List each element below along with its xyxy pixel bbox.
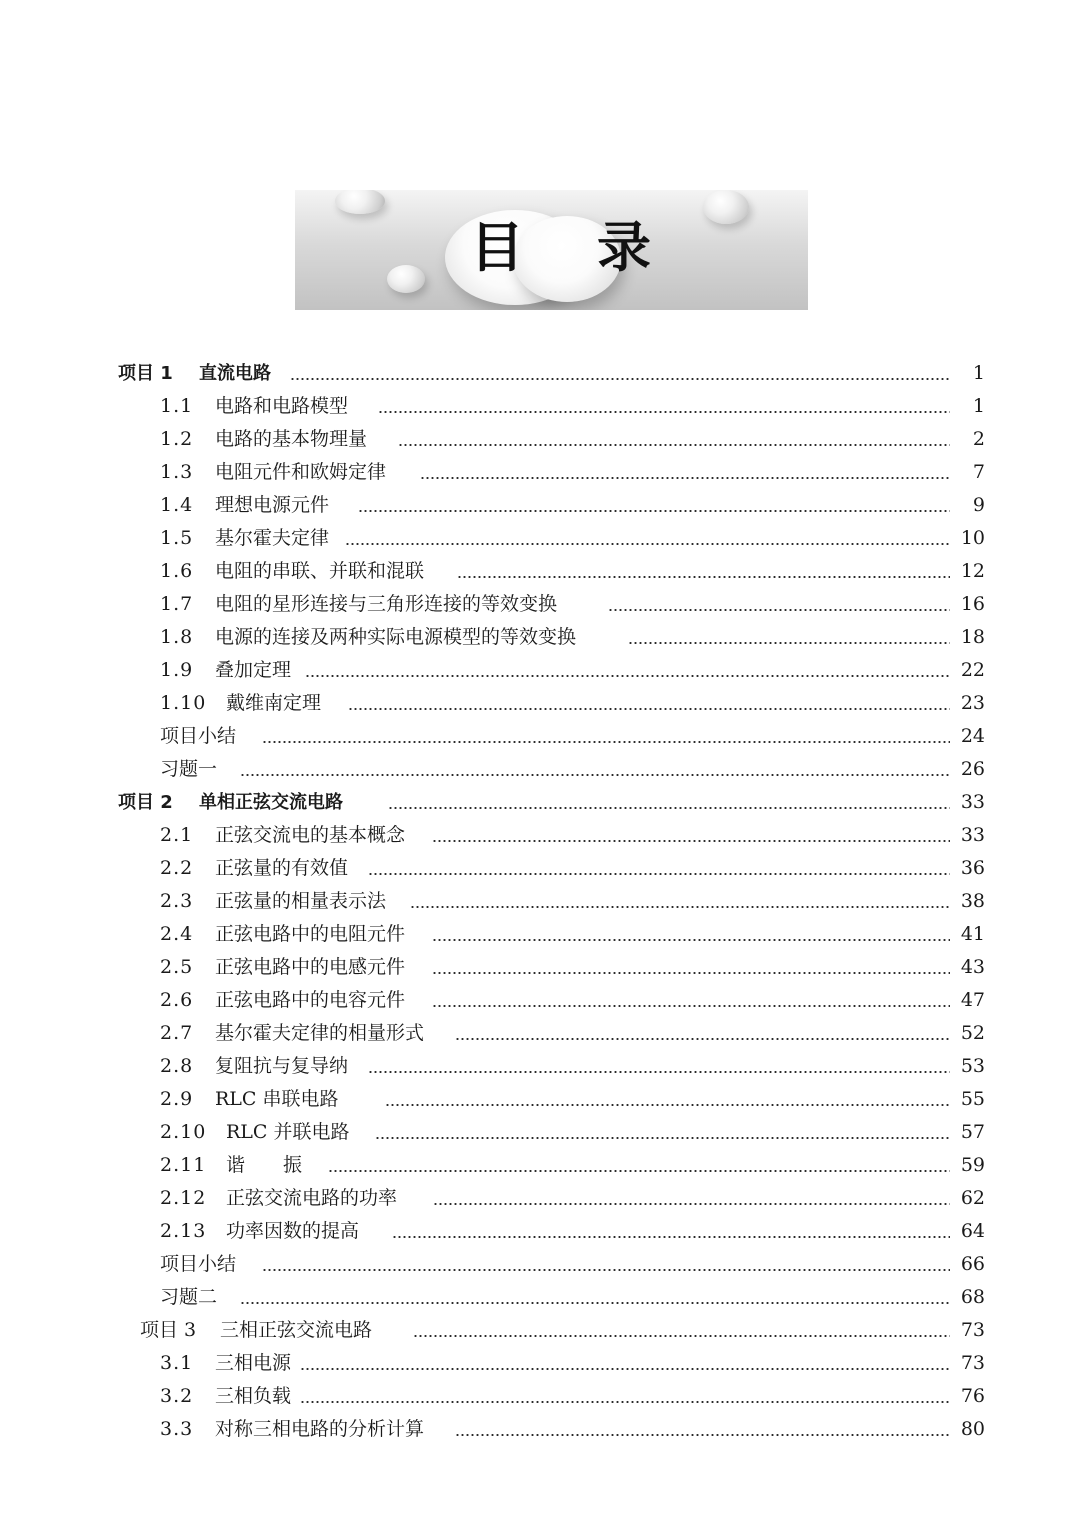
toc-entry-title: 电阻的串联、并联和混联: [215, 560, 425, 582]
toc-entry[interactable]: [0, 852, 1080, 885]
toc-page-number: 47: [960, 989, 985, 1011]
toc-leader-dots: [608, 609, 950, 611]
toc-page-number: 7: [972, 461, 985, 483]
toc-entry-number: 2.1: [160, 824, 194, 846]
toc-leader-dots: [385, 1104, 950, 1106]
toc-page-number: 41: [960, 923, 985, 945]
toc-page-number: 2: [972, 428, 985, 450]
toc-entry-number: 2.8: [160, 1055, 194, 1077]
toc-page-number: 1: [972, 362, 985, 384]
toc-page-number: 57: [960, 1121, 985, 1143]
toc-page-number: 26: [960, 758, 985, 780]
toc-page-number: 43: [960, 956, 985, 978]
toc-page-number: 10: [960, 527, 985, 549]
toc-leader-dots: [392, 1236, 950, 1238]
toc-leader-dots: [455, 1434, 950, 1436]
toc-entry-number: 3.1: [160, 1352, 194, 1374]
toc-leader-dots: [457, 576, 950, 578]
page-title-char-1: 目: [470, 216, 524, 279]
toc-entry[interactable]: [0, 1380, 1080, 1413]
toc-entry[interactable]: [0, 588, 1080, 621]
toc-entry[interactable]: [0, 423, 1080, 456]
toc-entry[interactable]: [0, 1248, 1080, 1281]
toc-page-number: 73: [960, 1319, 985, 1341]
toc-page-number: 53: [960, 1055, 985, 1077]
toc-leader-dots: [240, 1302, 950, 1304]
toc-page-number: 68: [960, 1286, 985, 1308]
toc-entry[interactable]: [0, 1050, 1080, 1083]
toc-page-number: 16: [960, 593, 985, 615]
toc-entry-title: 功率因数的提高: [226, 1220, 360, 1242]
toc-entry-title: 电阻的星形连接与三角形连接的等效变换: [215, 593, 558, 615]
toc-entry-title: 电路的基本物理量: [215, 428, 368, 450]
toc-leader-dots: [413, 1335, 950, 1337]
toc-entry-title: 对称三相电路的分析计算: [215, 1418, 425, 1440]
toc-page-number: 24: [960, 725, 985, 747]
toc-entry-title: 习题一: [160, 758, 218, 780]
toc-entry-title: 叠加定理: [215, 659, 292, 681]
toc-leader-dots: [432, 840, 950, 842]
toc-entry-title: 三相电源: [215, 1352, 292, 1374]
toc-leader-dots: [262, 1269, 950, 1271]
toc-page-number: 23: [960, 692, 985, 714]
toc-entry[interactable]: [0, 1215, 1080, 1248]
toc-entry-title: 三相正弦交流电路: [220, 1319, 373, 1341]
toc-entry-number: 2.3: [160, 890, 194, 912]
toc-leader-dots: [345, 543, 950, 545]
toc-entry-title: 理想电源元件: [215, 494, 330, 516]
toc-entry-title: 正弦电路中的电阻元件: [215, 923, 406, 945]
toc-entry-title: 正弦电路中的电容元件: [215, 989, 406, 1011]
toc-entry-title: 正弦量的有效值: [215, 857, 349, 879]
toc-entry-number: 1.1: [160, 395, 194, 417]
toc-leader-dots: [290, 378, 950, 380]
toc-entry-number: 1.3: [160, 461, 194, 483]
toc-entry-title: 单相正弦交流电路: [199, 792, 343, 813]
title-banner: [295, 190, 808, 310]
toc-leader-dots: [455, 1038, 950, 1040]
toc-entry-title: 项目小结: [160, 725, 237, 747]
toc-page-number: 64: [960, 1220, 985, 1242]
toc-entry[interactable]: [0, 984, 1080, 1017]
toc-entry-title: 项目小结: [160, 1253, 237, 1275]
toc-page-number: 66: [960, 1253, 985, 1275]
toc-entry[interactable]: [0, 390, 1080, 423]
toc-entry-title: 正弦交流电路的功率: [226, 1187, 398, 1209]
toc-entry-number: 2.7: [160, 1022, 194, 1044]
toc-entry[interactable]: [0, 522, 1080, 555]
toc-page-number: 22: [960, 659, 985, 681]
toc-page-number: 73: [960, 1352, 985, 1374]
toc-entry-number: 1.4: [160, 494, 194, 516]
toc-entry-title: RLC 并联电路: [226, 1121, 350, 1143]
toc-entry[interactable]: [0, 1083, 1080, 1116]
toc-leader-dots: [432, 972, 950, 974]
toc-page-number: 59: [960, 1154, 985, 1176]
toc-page-number: 55: [960, 1088, 985, 1110]
table-of-contents: [0, 357, 1080, 1446]
toc-leader-dots: [348, 708, 950, 710]
toc-page-number: 52: [960, 1022, 985, 1044]
toc-entry-title: RLC 串联电路: [215, 1088, 339, 1110]
toc-page-number: 36: [960, 857, 985, 879]
toc-entry-title: 基尔霍夫定律的相量形式: [215, 1022, 425, 1044]
toc-leader-dots: [368, 1071, 950, 1073]
toc-entry-title: 电阻元件和欧姆定律: [215, 461, 387, 483]
toc-leader-dots: [432, 939, 950, 941]
bubble-decoration: [703, 190, 749, 224]
toc-leader-dots: [368, 873, 950, 875]
toc-entry-number: 项目 3: [140, 1319, 197, 1341]
toc-entry-title: 电源的连接及两种实际电源模型的等效变换: [215, 626, 577, 648]
toc-entry[interactable]: [0, 456, 1080, 489]
toc-entry[interactable]: [0, 720, 1080, 753]
toc-entry-number: 2.13: [160, 1220, 207, 1242]
toc-leader-dots: [398, 444, 950, 446]
toc-page-number: 9: [972, 494, 985, 516]
toc-entry-number: 1.5: [160, 527, 194, 549]
bubble-decoration: [387, 265, 425, 293]
toc-entry-title: 复阻抗与复导纳: [215, 1055, 349, 1077]
toc-page-number: 1: [972, 395, 985, 417]
toc-chapter-entry[interactable]: [0, 1314, 1080, 1347]
toc-entry-title: 正弦量的相量表示法: [215, 890, 387, 912]
toc-entry-title: 正弦电路中的电感元件: [215, 956, 406, 978]
toc-leader-dots: [300, 1401, 950, 1403]
toc-entry-title: 三相负载: [215, 1385, 292, 1407]
toc-entry-title: 正弦交流电的基本概念: [215, 824, 406, 846]
toc-entry-title: 谐 振: [226, 1154, 303, 1176]
toc-entry-number: 项目 2: [118, 792, 173, 813]
toc-entry-number: 2.2: [160, 857, 194, 879]
toc-entry-number: 2.9: [160, 1088, 194, 1110]
toc-leader-dots: [420, 477, 950, 479]
toc-entry-title: 戴维南定理: [226, 692, 322, 714]
toc-entry-number: 2.6: [160, 989, 194, 1011]
toc-leader-dots: [628, 642, 950, 644]
toc-entry-number: 1.10: [160, 692, 207, 714]
toc-leader-dots: [305, 675, 950, 677]
toc-entry[interactable]: [0, 489, 1080, 522]
toc-entry[interactable]: [0, 1017, 1080, 1050]
toc-entry[interactable]: [0, 555, 1080, 588]
toc-page-number: 18: [960, 626, 985, 648]
toc-leader-dots: [375, 1137, 950, 1139]
toc-entry-number: 1.9: [160, 659, 194, 681]
toc-page-number: 38: [960, 890, 985, 912]
toc-entry[interactable]: [0, 819, 1080, 852]
toc-leader-dots: [328, 1170, 950, 1172]
toc-entry-number: 2.11: [160, 1154, 207, 1176]
toc-entry[interactable]: [0, 951, 1080, 984]
toc-leader-dots: [433, 1203, 950, 1205]
toc-entry-number: 2.4: [160, 923, 194, 945]
toc-page-number: 80: [960, 1418, 985, 1440]
page-title-char-2: 录: [597, 216, 651, 279]
toc-entry-number: 1.8: [160, 626, 194, 648]
toc-entry-number: 3.2: [160, 1385, 194, 1407]
toc-entry-title: 电路和电路模型: [215, 395, 349, 417]
bubble-decoration: [335, 190, 385, 214]
toc-entry[interactable]: [0, 621, 1080, 654]
toc-leader-dots: [410, 906, 950, 908]
toc-leader-dots: [432, 1005, 950, 1007]
toc-entry-number: 2.5: [160, 956, 194, 978]
toc-page-number: 33: [960, 791, 985, 813]
toc-entry-number: 2.12: [160, 1187, 207, 1209]
toc-page-number: 62: [960, 1187, 985, 1209]
toc-entry[interactable]: [0, 1149, 1080, 1182]
toc-entry-number: 1.2: [160, 428, 194, 450]
toc-entry-number: 2.10: [160, 1121, 207, 1143]
toc-entry-title: 基尔霍夫定律: [215, 527, 330, 549]
toc-entry[interactable]: [0, 1116, 1080, 1149]
toc-page-number: 33: [960, 824, 985, 846]
toc-entry[interactable]: [0, 1182, 1080, 1215]
toc-entry-number: 项目 1: [118, 363, 173, 384]
toc-entry-number: 3.3: [160, 1418, 194, 1440]
toc-chapter-entry[interactable]: [0, 357, 1080, 390]
toc-chapter-entry[interactable]: [0, 786, 1080, 819]
toc-entry[interactable]: [0, 885, 1080, 918]
toc-leader-dots: [300, 1368, 950, 1370]
toc-page-number: 76: [960, 1385, 985, 1407]
toc-leader-dots: [240, 774, 950, 776]
toc-entry[interactable]: [0, 918, 1080, 951]
toc-page-number: 12: [960, 560, 985, 582]
toc-entry[interactable]: [0, 1347, 1080, 1380]
toc-entry[interactable]: [0, 1281, 1080, 1314]
toc-leader-dots: [378, 411, 950, 413]
toc-leader-dots: [388, 807, 950, 809]
toc-entry-number: 1.6: [160, 560, 194, 582]
toc-entry[interactable]: [0, 1413, 1080, 1446]
toc-entry[interactable]: [0, 687, 1080, 720]
toc-entry[interactable]: [0, 654, 1080, 687]
toc-leader-dots: [262, 741, 950, 743]
toc-entry-title: 习题二: [160, 1286, 218, 1308]
toc-entry[interactable]: [0, 753, 1080, 786]
toc-entry-title: 直流电路: [199, 363, 271, 384]
toc-leader-dots: [358, 510, 950, 512]
toc-entry-number: 1.7: [160, 593, 194, 615]
